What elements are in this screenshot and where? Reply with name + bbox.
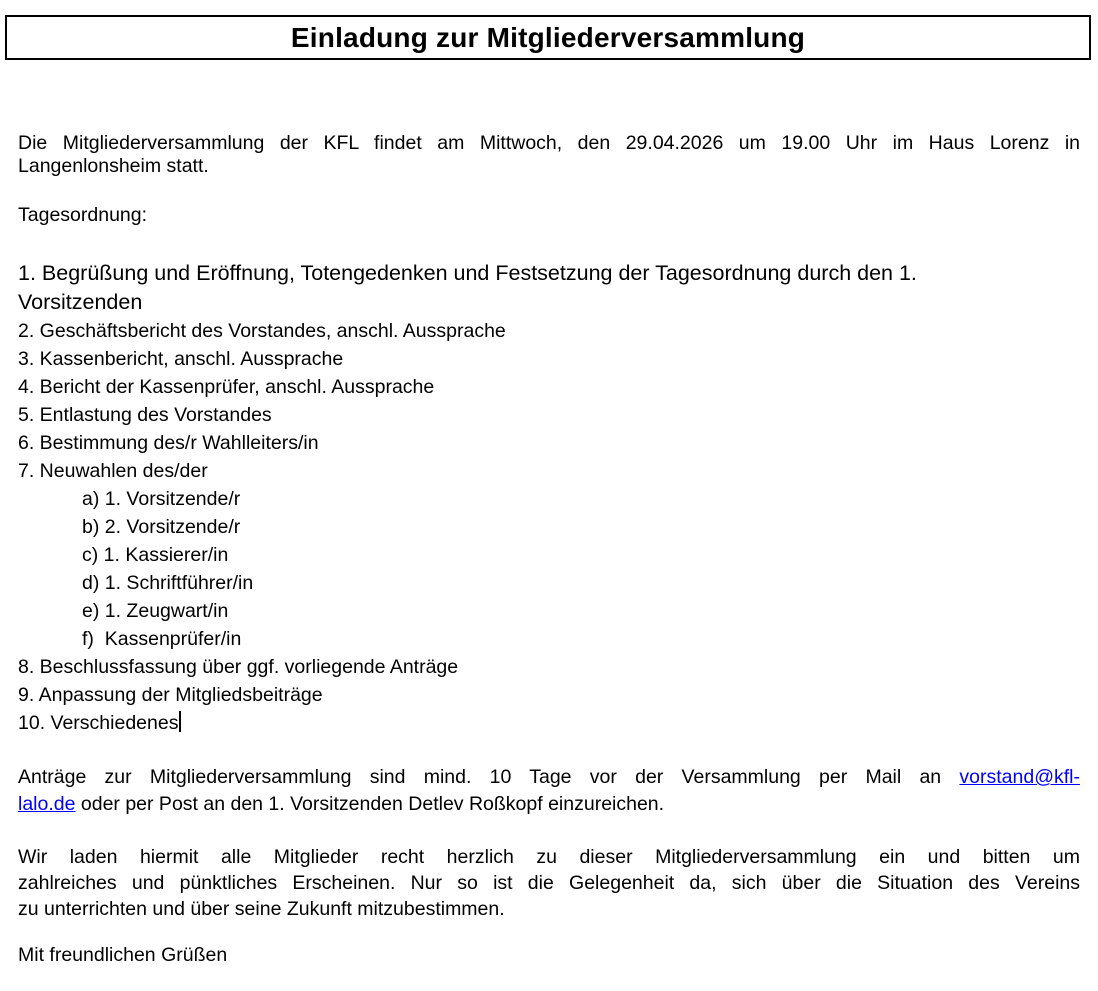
antraege-paragraph	[18, 764, 1080, 818]
intro-line: Die Mitgliederversammlung der KFL findet am Mittwoch, den 29.04.2026 um 19.00 Uhr im Haus Lorenz in	[18, 132, 1080, 154]
agenda-sub-item-d: d) 1. Schriftführer/in	[82, 572, 254, 594]
invitation-paragraph	[18, 844, 1080, 922]
agenda-item-10-text: 10. Verschiedenes	[18, 712, 179, 734]
agenda-item-3: 3. Kassenbericht, anschl. Aussprache	[18, 348, 344, 370]
agenda-list	[18, 259, 1080, 737]
antraege-line-text: Anträge zur Mitgliederversammlung sind mind. 10 Tage vor der Versammlung per Mail an	[18, 766, 960, 788]
document-title-box	[5, 15, 1091, 60]
agenda-item-8: 8. Beschlussfassung über ggf. vorliegende Anträge	[18, 656, 459, 678]
agenda-item-1: 1. Begrüßung und Eröffnung, Totengedenken und Festsetzung der Tagesordnung durch den 1.	[18, 261, 917, 285]
invitation-line: zu unterrichten und über seine Zukunft mitzubestimmen.	[18, 898, 505, 920]
agenda-sub-item-f: f) Kassenprüfer/in	[82, 628, 242, 650]
invitation-line: Wir laden hiermit alle Mitglieder recht herzlich zu dieser Mitgliederversammlung ein und bitten um	[18, 846, 1080, 868]
text-cursor	[179, 711, 181, 732]
agenda-sub-item-b: b) 2. Vorsitzende/r	[82, 516, 241, 538]
agenda-item-6: 6. Bestimmung des/r Wahlleiters/in	[18, 432, 319, 454]
invitation-line: zahlreiches und pünktliches Erscheinen. Nur so ist die Gelegenheit da, sich über die Situation des Vereins	[18, 872, 1080, 894]
antraege-line	[18, 764, 1080, 791]
agenda-sub-item-c: c) 1. Kassierer/in	[82, 544, 229, 566]
email-link[interactable]: vorstand@kfl-	[959, 766, 1080, 788]
email-link[interactable]: lalo.de	[18, 793, 76, 815]
agenda-sub-item-e: e) 1. Zeugwart/in	[82, 600, 229, 622]
agenda-item-5: 5. Entlastung des Vorstandes	[18, 404, 272, 426]
antraege-line	[18, 791, 1080, 818]
agenda-item-9: 9. Anpassung der Mitgliedsbeiträge	[18, 684, 323, 706]
intro-line: Langenlonsheim statt.	[18, 155, 209, 177]
document-canvas[interactable]	[0, 15, 1098, 991]
agenda-item-10	[18, 709, 1080, 737]
agenda-item-2: 2. Geschäftsbericht des Vorstandes, anschl. Aussprache	[18, 320, 506, 342]
closing-line: Mit freundlichen Grüßen	[18, 944, 228, 966]
antraege-line-text: oder per Post an den 1. Vorsitzenden Detlev Roßkopf einzureichen.	[75, 793, 665, 815]
agenda-item-4: 4. Bericht der Kassenprüfer, anschl. Aussprache	[18, 376, 435, 398]
agenda-heading: Tagesordnung:	[18, 204, 148, 226]
document-title: Einladung zur Mitgliederversammlung	[290, 21, 806, 53]
agenda-item-1-wrap: Vorsitzenden	[18, 290, 143, 314]
agenda-sub-item-a: a) 1. Vorsitzende/r	[82, 488, 241, 510]
intro-paragraph	[18, 132, 1080, 178]
document-body	[0, 132, 1098, 967]
agenda-item-7: 7. Neuwahlen des/der	[18, 460, 208, 482]
